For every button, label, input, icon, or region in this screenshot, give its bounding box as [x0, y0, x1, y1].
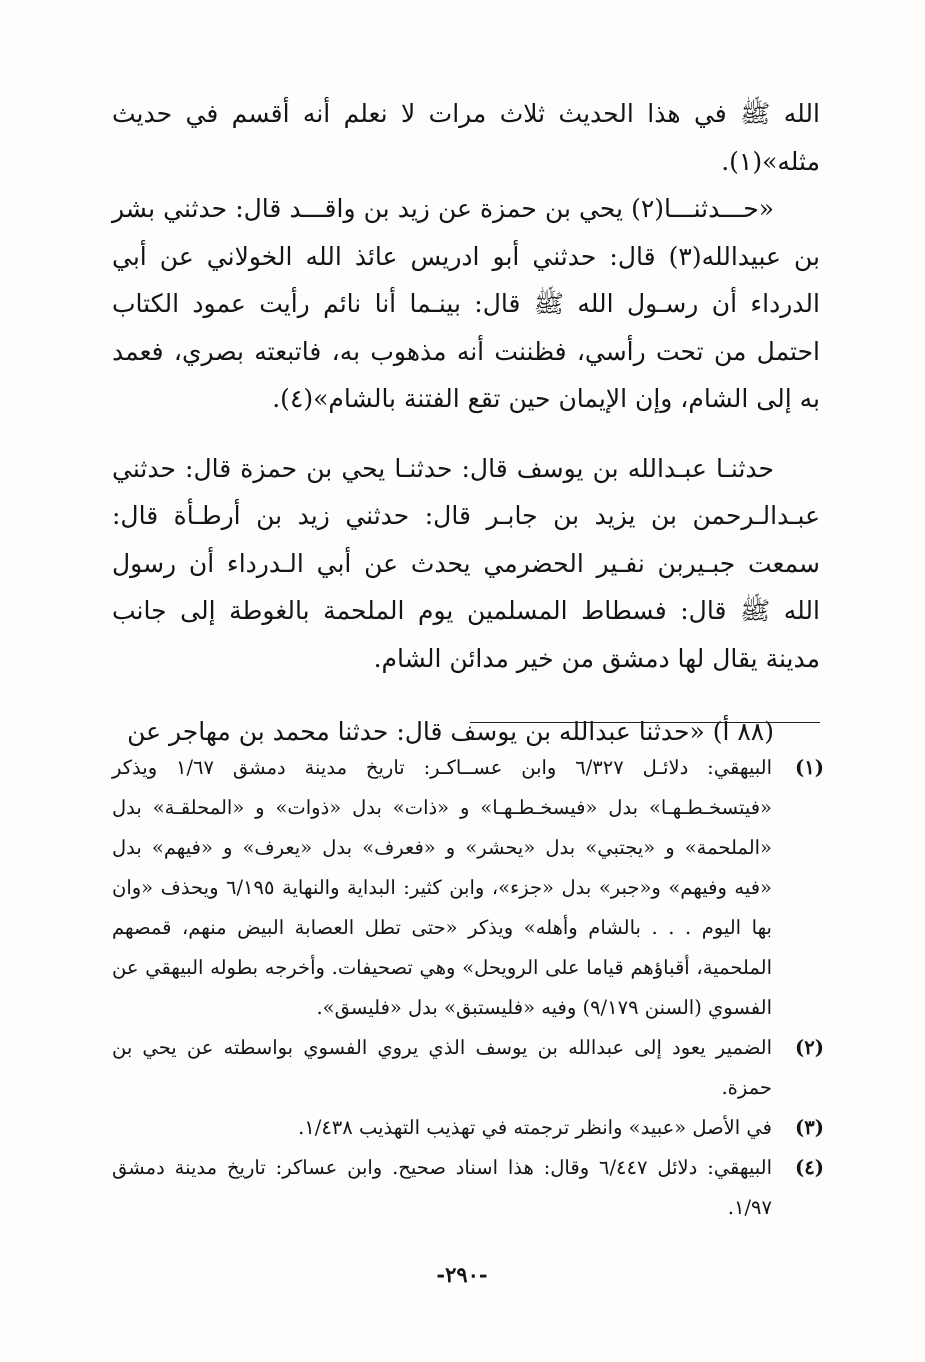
footnote-text: الضمير يعود إلى عبدالله بن يوسف الذي يروي الفسوي بواسطته عن يحي بن حمزة.	[112, 1036, 772, 1099]
main-text	[112, 90, 820, 756]
footnote	[112, 1028, 824, 1108]
footnote	[112, 748, 824, 1028]
footnote-text: البيهقي: دلائـل ٦/٣٢٧ وابن عســاكـر: تاريخ مدينة دمشق ١/٦٧ ويذكر «فيتسخـطـهـا» بدل «فيسخـطـهـا» و «ذات» بدل «ذوات» و «المحلقـة» بدل «الملحمة» و «يجتبي» بدل «يحشر» و «فعرف» بدل «يعرف» و «فيهم» بدل «فيه وفيهم» و«جبر» بدل «جزء»، وابن كثير: البداية والنهاية ٦/١٩٥ ويحذف «وان بها اليوم . . . بالشام وأهله» ويذكر «حتى تطل العصابة البيض منهم، قمصهم الملحمية، أقباؤهم قياما على الرويحل» وهي تصحيفات. وأخرجه بطوله البيهقي عن الفسوي (السنن ٩/١٧٩) وفيه «فليستبق» بدل «فليسق».	[112, 756, 772, 1019]
footnotes	[112, 748, 824, 1228]
page-number: -٢٩٠-	[436, 1262, 488, 1287]
paragraph-3: حدثنـا عبـدالله بن يوسف قال: حدثنـا يحي بن حمزة قال: حدثني عبـدالـرحمن بن يزيد بن جابـر قال: حدثني زيد بن أرطـأة قال: سمعت جبـيربن نفـير الحضرمي يحدث عن أبي الـدرداء أن رسول الله ﷺ قال: فسطاط المسلمين يوم الملحمة بالغوطة إلى جانب مدينة يقال لها دمشق من خير مدائن الشام.	[112, 453, 820, 673]
paragraph-4: (٨٨ أ) «حدثنا عبدالله بن يوسف قال: حدثنا محمد بن مهاجر عن	[127, 717, 774, 746]
footnote-number: (٣)	[795, 1116, 824, 1139]
footnote	[112, 1108, 824, 1148]
paragraph-1: الله ﷺ في هذا الحديث ثلاث مرات لا نعلم أنه أقسم في حديث مثله»(١).	[112, 99, 820, 176]
footnote-number: (١)	[795, 756, 824, 779]
footnote-number: (٢)	[795, 1036, 824, 1059]
paragraph-2: «حـــدثنـــا(٢) يحي بن حمزة عن زيد بن واقـــد قال: حدثني بشر بن عبيدالله(٣) قال: حدثني أبو ادريس عائذ الله الخولاني عن أبي الدرداء أن رسـول الله ﷺ قال: بينـما أنا نائم رأيت عمود الكتاب احتمل من تحت رأسي، فظننت أنه مذهوب به، فاتبعته بصري، فعمد به إلى الشام، وإن الإيمان حين تقع الفتنة بالشام»(٤).	[112, 194, 820, 413]
footnote	[112, 1148, 824, 1228]
footnote-number: (٤)	[795, 1156, 824, 1179]
footnote-divider	[470, 722, 820, 723]
footnote-text: في الأصل «عبيد» وانظر ترجمته في تهذيب التهذيب ١/٤٣٨.	[298, 1116, 772, 1139]
footnote-text: البيهقي: دلائل ٦/٤٤٧ وقال: هذا اسناد صحيح. وابن عساكر: تاريخ مدينة دمشق ١/٩٧.	[112, 1156, 772, 1219]
